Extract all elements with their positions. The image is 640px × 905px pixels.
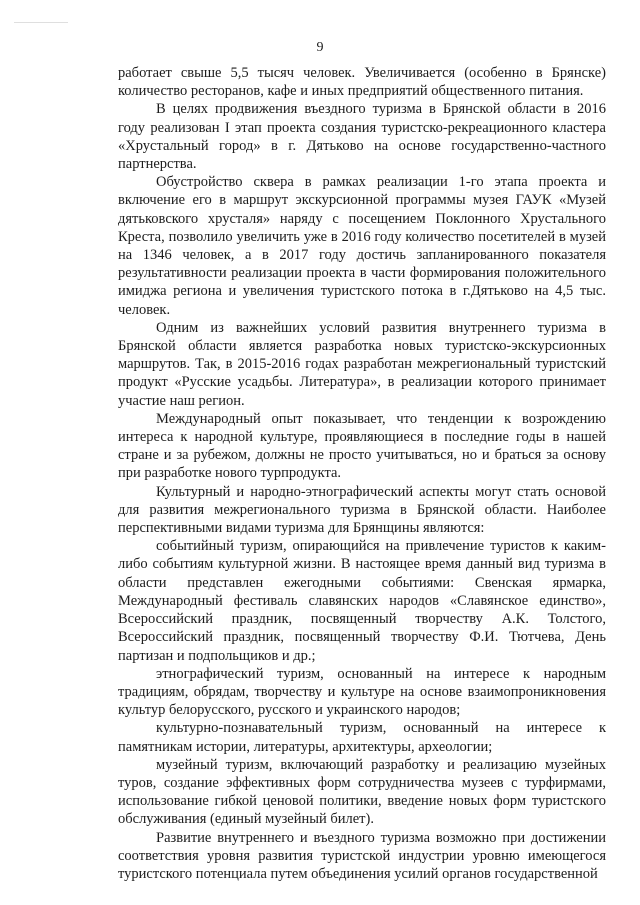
paragraph: Обустройство сквера в рамках реализации 1-го этапа проекта и включение его в маршрут экскурсионной программы музея ГАУК «Музей дятьковского хрусталя» наряду с посещением Поклонного Хрустального Креста, позволило увеличить уже в 2016 году количество посетителей в музей на 1346 человек, а в 2017 году достичь запланированного показателя результативности реализации проекта в части формирования положительного имиджа региона и увеличения туристского потока в г.Дятьково на 4,5 тыс. человек. [118, 174, 606, 318]
paragraph: Международный опыт показывает, что тенденции к возрождению интереса к народной культуре, проявляющиеся в последние годы в нашей стране и за рубежом, должны не просто учитываться, но и браться за основу при разработке нового турпродукта. [118, 410, 606, 482]
list-item: событийный туризм, опирающийся на привлечение туристов к каким-либо событиям культурной жизни. В настоящее время данный вид туризма в области представлен ежегодными событиями: Свенская ярмарка, Международный фестиваль славянских народов «Славянское единство», Всероссийский праздник, посвященный творчеству А.К. Толстого, Всероссийский праздник, посвященный творчеству Ф.И. Тютчева, День партизан и подпольщиков и др.; [118, 538, 606, 664]
body-text [118, 64, 606, 883]
list-item: музейный туризм, включающий разработку и реализацию музейных туров, создание эффективных форм сотрудничества музеев с турфирмами, использование гибкой ценовой политики, введение новых форм туристского обслуживания (единый музейный билет). [118, 756, 606, 828]
paragraph: работает свыше 5,5 тысяч человек. Увеличивается (особенно в Брянске) количество ресторанов, кафе и иных предприятий общественного питания. [118, 65, 606, 100]
scan-margin-mark [14, 22, 68, 35]
paragraph: Развитие внутреннего и въездного туризма возможно при достижении соответствия уровня развития туристской индустрии уровню имеющегося туристского потенциала путем объединения усилий органов государственной [118, 829, 606, 882]
list-item: культурно-познавательный туризм, основанный на интересе к памятникам истории, литературы, архитектуры, археологии; [118, 720, 606, 755]
paragraph: Культурный и народно-этнографический аспекты могут стать основой для развития межрегионального туризма в Брянской области. Наиболее перспективными видами туризма для Брянщины являются: [118, 483, 606, 537]
paragraph: В целях продвижения въездного туризма в Брянской области в 2016 году реализован I этап проекта создания туристско-рекреационного кластера «Хрустальный город» в г. Дятьково на основе государственно-частного партнерства. [118, 101, 606, 173]
list-item: этнографический туризм, основанный на интересе к народным традициям, обрядам, творчеству и культуре на основе взаимопроникновения культур белорусского, русского и украинского народов; [118, 665, 606, 719]
page-number: 9 [316, 40, 324, 55]
paragraph: Одним из важнейших условий развития внутреннего туризма в Брянской области является разработка новых туристско-экскурсионных маршрутов. Так, в 2015-2016 годах разработан межрегиональный туристский продукт «Русские усадьбы. Литература», в реализации которого принимает участие наш регион. [118, 319, 606, 409]
